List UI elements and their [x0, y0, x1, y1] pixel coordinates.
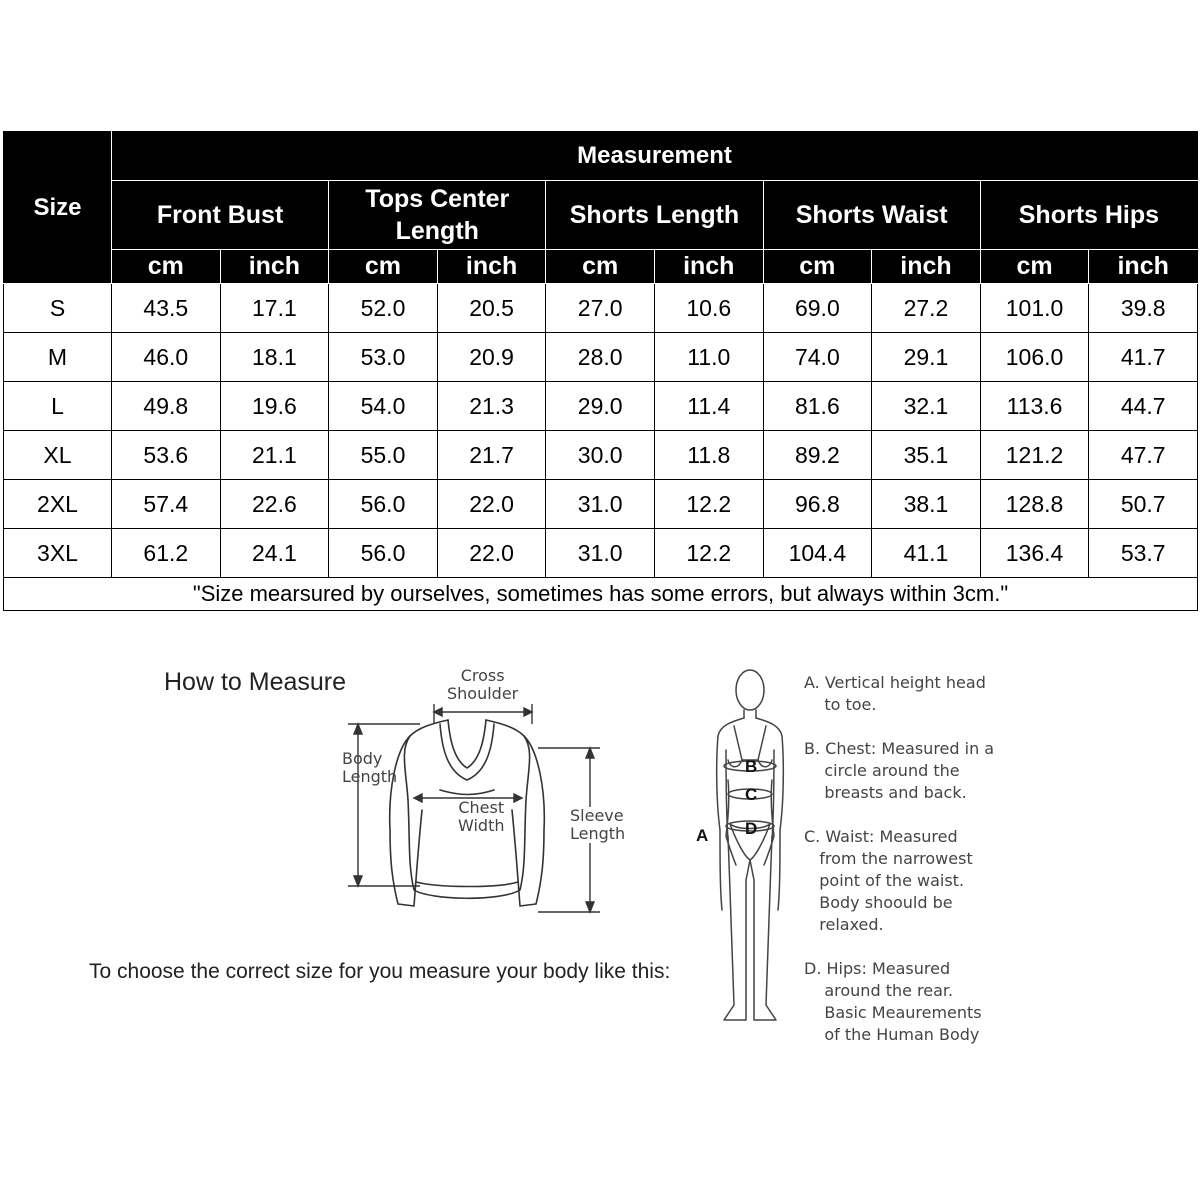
- table-cell: 53.0: [329, 333, 438, 382]
- table-cell: 106.0: [980, 333, 1089, 382]
- table-cell: 22.6: [220, 480, 329, 529]
- table-cell: 113.6: [980, 382, 1089, 431]
- size-header: Size: [4, 132, 112, 284]
- table-cell: 74.0: [763, 333, 872, 382]
- table-cell: 28.0: [546, 333, 655, 382]
- table-cell: 55.0: [329, 431, 438, 480]
- table-cell: 20.5: [437, 284, 546, 333]
- measurement-header: Measurement: [112, 132, 1198, 181]
- table-cell: 10.6: [654, 284, 763, 333]
- table-cell: 22.0: [437, 480, 546, 529]
- size-label: M: [4, 333, 112, 382]
- table-cell: 21.3: [437, 382, 546, 431]
- table-cell: 121.2: [980, 431, 1089, 480]
- table-cell: 53.7: [1089, 529, 1198, 578]
- body-letter-b: B: [745, 757, 758, 776]
- unit-header: cm: [112, 250, 221, 284]
- body-measure-notes: [804, 672, 1064, 1046]
- note-d: D. Hips: Measured around the rear. Basic Meaurements of the Human Body: [804, 959, 982, 1044]
- table-cell: 136.4: [980, 529, 1089, 578]
- table-cell: 18.1: [220, 333, 329, 382]
- table-cell: 24.1: [220, 529, 329, 578]
- table-cell: 12.2: [654, 480, 763, 529]
- table-cell: 32.1: [872, 382, 981, 431]
- table-cell: 57.4: [112, 480, 221, 529]
- table-cell: 17.1: [220, 284, 329, 333]
- table-cell: 54.0: [329, 382, 438, 431]
- table-cell: 20.9: [437, 333, 546, 382]
- table-cell: 49.8: [112, 382, 221, 431]
- unit-header: cm: [980, 250, 1089, 284]
- table-cell: 11.4: [654, 382, 763, 431]
- table-cell: 12.2: [654, 529, 763, 578]
- body-letter-c: C: [745, 785, 758, 804]
- size-label: S: [4, 284, 112, 333]
- sleeve-length-label: Sleeve Length: [570, 806, 626, 843]
- table-cell: 39.8: [1089, 284, 1198, 333]
- table-cell: 41.1: [872, 529, 981, 578]
- table-cell: 31.0: [546, 529, 655, 578]
- body-length-label: Body Length: [342, 749, 398, 786]
- unit-header: cm: [329, 250, 438, 284]
- unit-header: inch: [654, 250, 763, 284]
- note-c: C. Waist: Measured from the narrowest point of the waist. Body shoould be relaxed.: [804, 827, 973, 934]
- table-cell: 81.6: [763, 382, 872, 431]
- unit-header: cm: [763, 250, 872, 284]
- table-cell: 104.4: [763, 529, 872, 578]
- table-cell: 96.8: [763, 480, 872, 529]
- table-cell: 44.7: [1089, 382, 1198, 431]
- table-cell: 41.7: [1089, 333, 1198, 382]
- table-row: [4, 333, 1198, 382]
- table-cell: 29.0: [546, 382, 655, 431]
- table-cell: 22.0: [437, 529, 546, 578]
- table-cell: 47.7: [1089, 431, 1198, 480]
- size-label: 3XL: [4, 529, 112, 578]
- table-row: [4, 431, 1198, 480]
- table-row: [4, 382, 1198, 431]
- table-row: [4, 284, 1198, 333]
- group-header: Shorts Waist: [763, 181, 980, 250]
- table-cell: 61.2: [112, 529, 221, 578]
- table-cell: 46.0: [112, 333, 221, 382]
- table-cell: 21.7: [437, 431, 546, 480]
- table-cell: 29.1: [872, 333, 981, 382]
- unit-header: cm: [546, 250, 655, 284]
- table-cell: 19.6: [220, 382, 329, 431]
- table-cell: 31.0: [546, 480, 655, 529]
- cross-shoulder-label: Cross Shoulder: [447, 666, 519, 703]
- body-letter-a: A: [696, 826, 709, 845]
- unit-header: inch: [872, 250, 981, 284]
- table-cell: 27.2: [872, 284, 981, 333]
- group-header: Shorts Hips: [980, 181, 1197, 250]
- table-cell: 56.0: [329, 480, 438, 529]
- table-cell: 69.0: [763, 284, 872, 333]
- table-cell: 35.1: [872, 431, 981, 480]
- size-label: XL: [4, 431, 112, 480]
- table-cell: 56.0: [329, 529, 438, 578]
- body-letter-d: D: [745, 819, 758, 838]
- size-chart-table: [3, 131, 1198, 611]
- how-to-measure-title: How to Measure: [164, 668, 347, 696]
- table-cell: 53.6: [112, 431, 221, 480]
- choose-size-instruction: To choose the correct size for you measure your body like this:: [89, 960, 671, 983]
- table-cell: 38.1: [872, 480, 981, 529]
- table-cell: 101.0: [980, 284, 1089, 333]
- table-cell: 11.8: [654, 431, 763, 480]
- table-cell: 21.1: [220, 431, 329, 480]
- group-header: Tops Center Length: [329, 181, 546, 250]
- table-row: [4, 480, 1198, 529]
- measurement-note: "Size mearsured by ourselves, sometimes has some errors, but always within 3cm.": [4, 578, 1198, 611]
- unit-header: inch: [220, 250, 329, 284]
- note-a: A. Vertical height head to toe.: [804, 673, 986, 714]
- table-cell: 52.0: [329, 284, 438, 333]
- table-cell: 89.2: [763, 431, 872, 480]
- size-label: 2XL: [4, 480, 112, 529]
- table-cell: 128.8: [980, 480, 1089, 529]
- size-label: L: [4, 382, 112, 431]
- note-b: B. Chest: Measured in a circle around the breasts and back.: [804, 739, 995, 802]
- group-header: Front Bust: [112, 181, 329, 250]
- table-cell: 11.0: [654, 333, 763, 382]
- table-cell: 30.0: [546, 431, 655, 480]
- group-header: Shorts Length: [546, 181, 763, 250]
- table-cell: 43.5: [112, 284, 221, 333]
- table-cell: 50.7: [1089, 480, 1198, 529]
- unit-header: inch: [437, 250, 546, 284]
- table-row: [4, 529, 1198, 578]
- chest-width-label: Chest Width: [458, 798, 505, 835]
- head-icon: [736, 670, 764, 710]
- unit-header: inch: [1089, 250, 1198, 284]
- table-cell: 27.0: [546, 284, 655, 333]
